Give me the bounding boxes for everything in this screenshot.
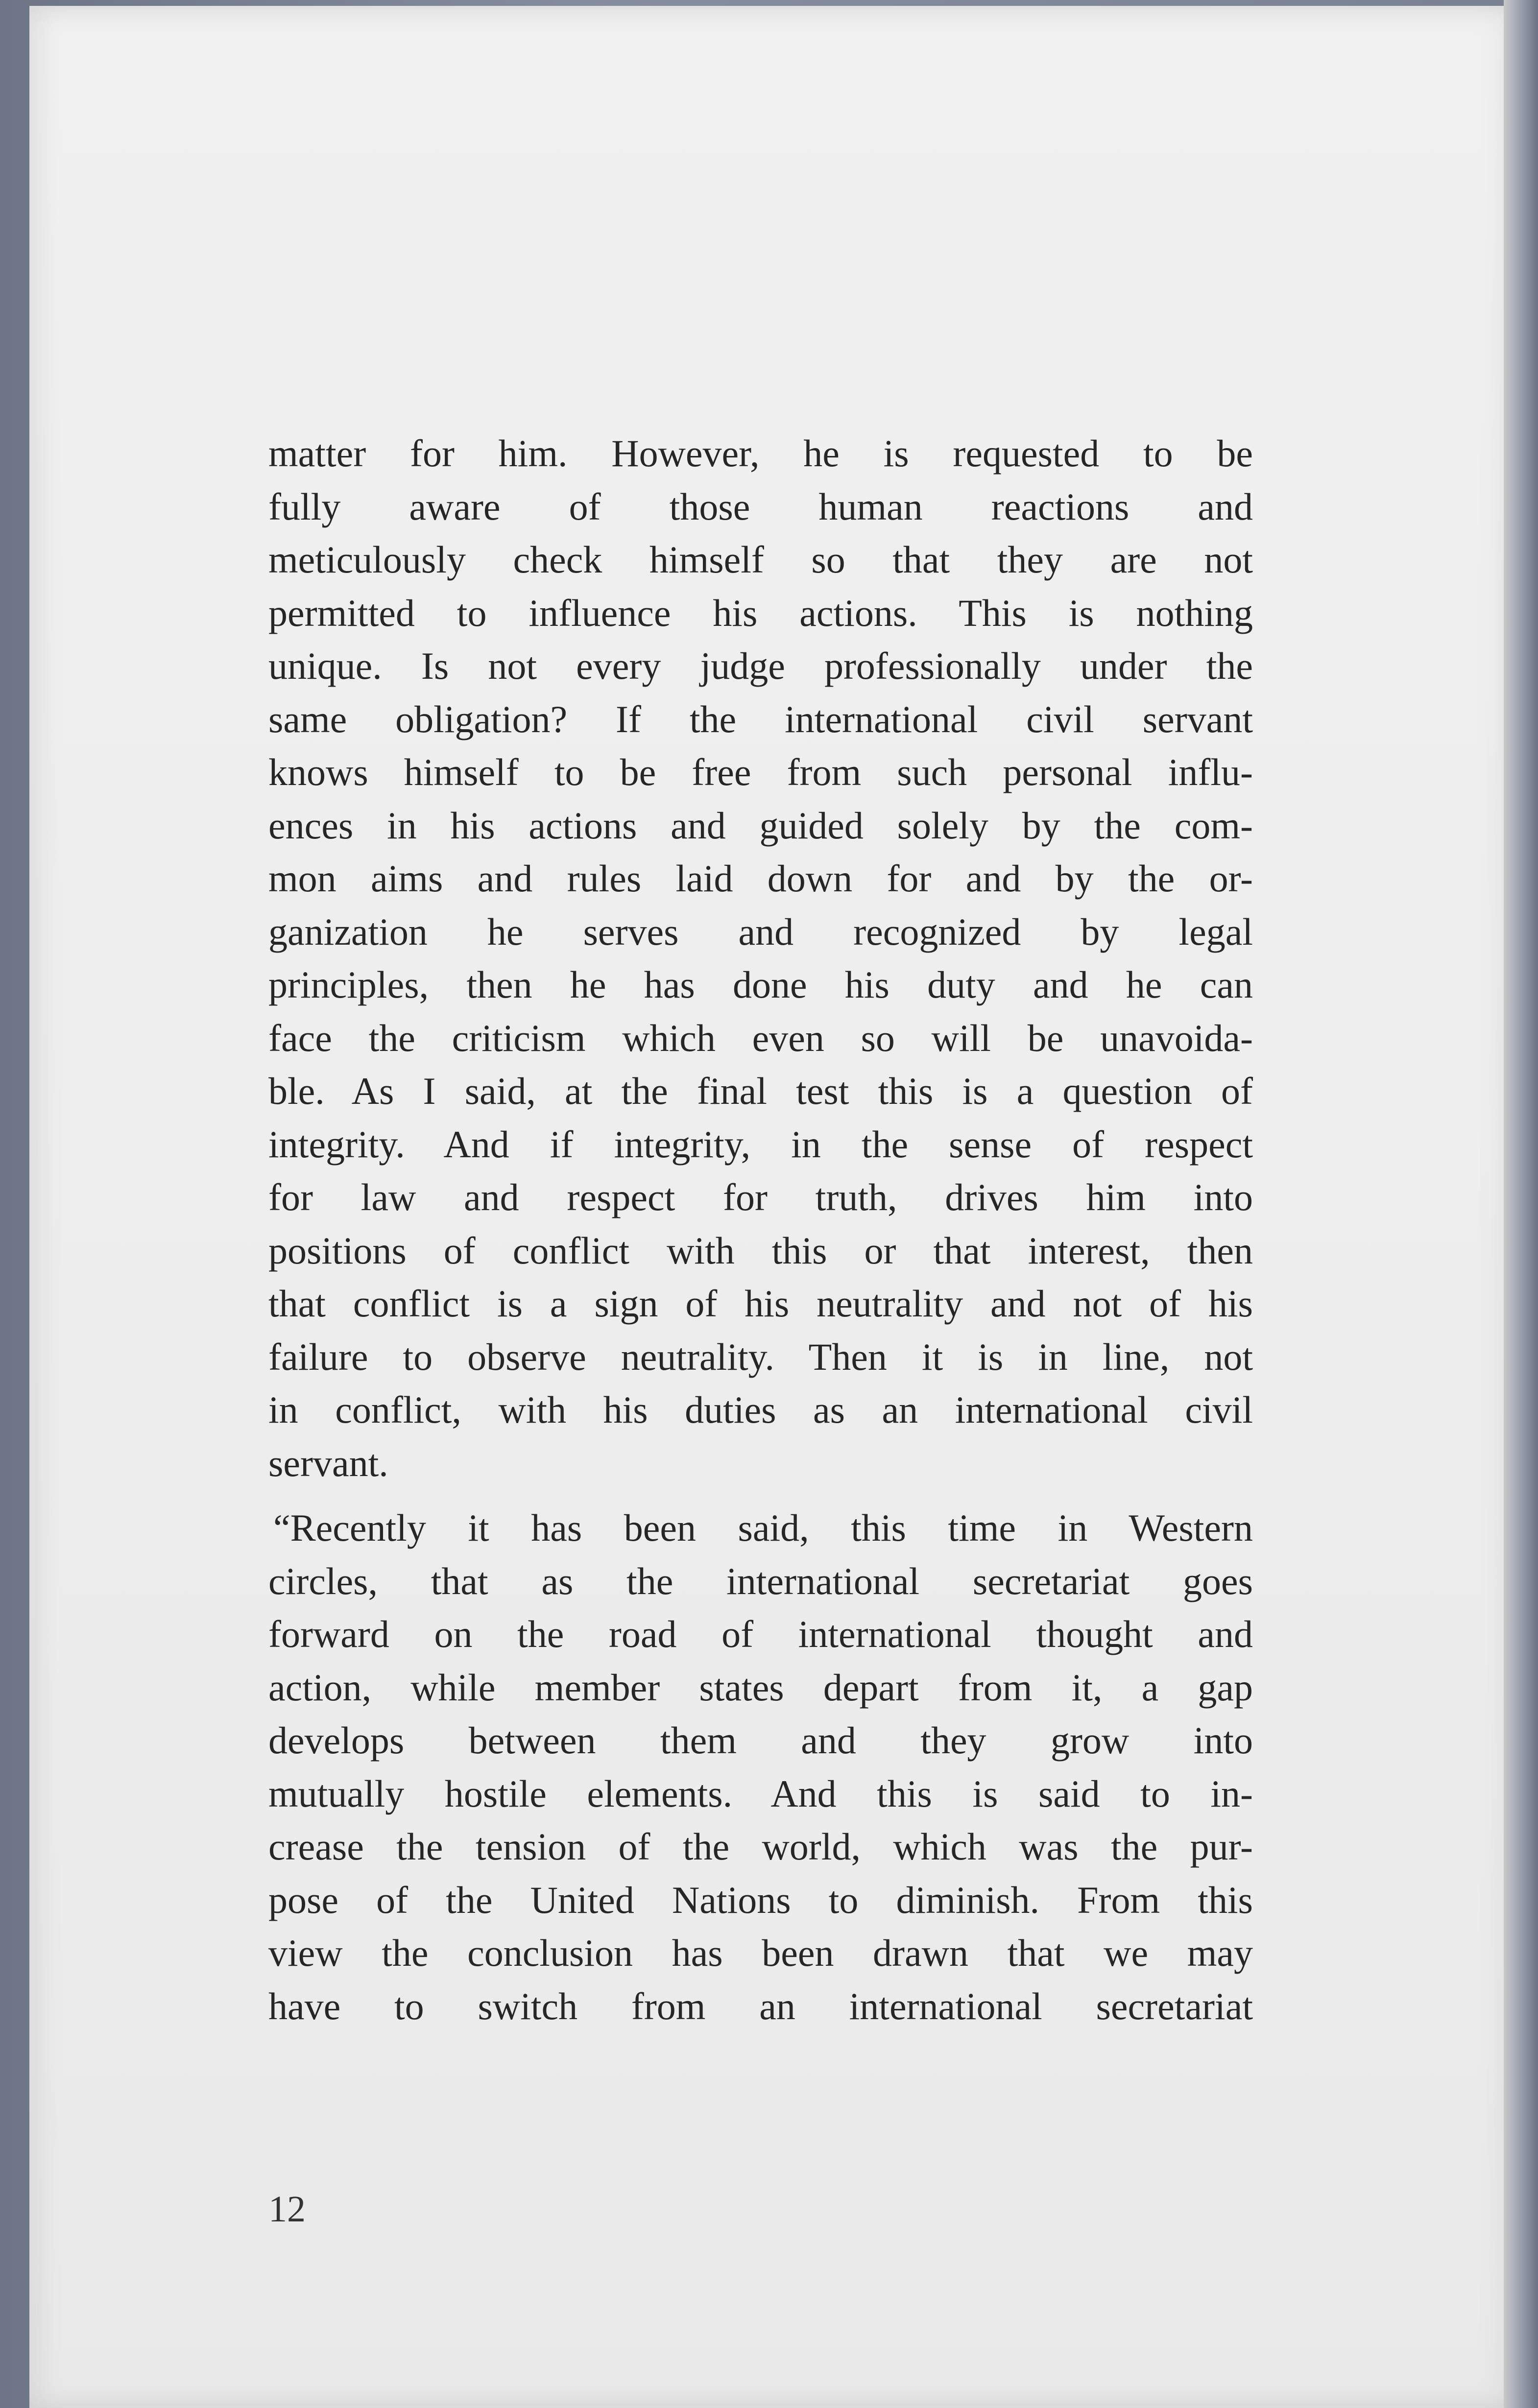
text-line: failure to observe neutrality. Then it is in line, not: [268, 1335, 1253, 1378]
text-line: “Recently it has been said, this time in Western: [273, 1506, 1253, 1549]
body-text: [268, 427, 1253, 2033]
text-line: crease the tension of the world, which was the pur-: [268, 1825, 1253, 1868]
text-line: matter for him. However, he is requested to be: [268, 432, 1253, 475]
paragraph-1: [268, 427, 1253, 1490]
text-line: develops between them and they grow into: [268, 1719, 1253, 1762]
text-line: positions of conflict with this or that interest, then: [268, 1229, 1253, 1272]
text-line: integrity. And if integrity, in the sense of respect: [268, 1122, 1253, 1166]
text-line: forward on the road of international thought and: [268, 1613, 1253, 1655]
paragraph-spacer: [268, 1490, 1253, 1502]
text-line: mutually hostile elements. And this is said to in-: [268, 1772, 1253, 1815]
text-line: have to switch from an international secretariat: [268, 1984, 1253, 2027]
text-line: ble. As I said, at the final test this is a question of: [268, 1070, 1253, 1112]
text-line: permitted to influence his actions. This is nothing: [268, 591, 1253, 634]
page-number: 12: [268, 2189, 306, 2230]
text-line: for law and respect for truth, drives him into: [268, 1176, 1253, 1218]
text-line: same obligation? If the international civil servant: [268, 697, 1253, 740]
text-line: view the conclusion has been drawn that we may: [268, 1931, 1253, 1974]
text-line: mon aims and rules laid down for and by the or-: [268, 857, 1253, 900]
text-line: ganization he serves and recognized by legal: [268, 910, 1253, 953]
text-line: that conflict is a sign of his neutrality and not of his: [268, 1282, 1253, 1325]
text-line: principles, then he has done his duty and he can: [268, 963, 1253, 1006]
text-line: fully aware of those human reactions and: [268, 485, 1253, 528]
text-line: circles, that as the international secretariat goes: [268, 1559, 1253, 1602]
page-edge-shadow: [1504, 0, 1538, 2408]
paragraph-2: [268, 1502, 1253, 2033]
text-line: unique. Is not every judge professionally under the: [268, 644, 1253, 687]
text-line: in conflict, with his duties as an international civil: [268, 1388, 1253, 1431]
text-line: pose of the United Nations to diminish. From this: [268, 1878, 1253, 1921]
text-line: face the criticism which even so will be unavoida-: [268, 1016, 1253, 1059]
text-line: meticulously check himself so that they are not: [268, 538, 1253, 581]
text-line: action, while member states depart from it, a gap: [268, 1666, 1253, 1709]
text-line: knows himself to be free from such personal influ-: [268, 751, 1253, 793]
text-line: servant.: [268, 1441, 388, 1484]
text-line: ences in his actions and guided solely by the com-: [268, 804, 1253, 847]
